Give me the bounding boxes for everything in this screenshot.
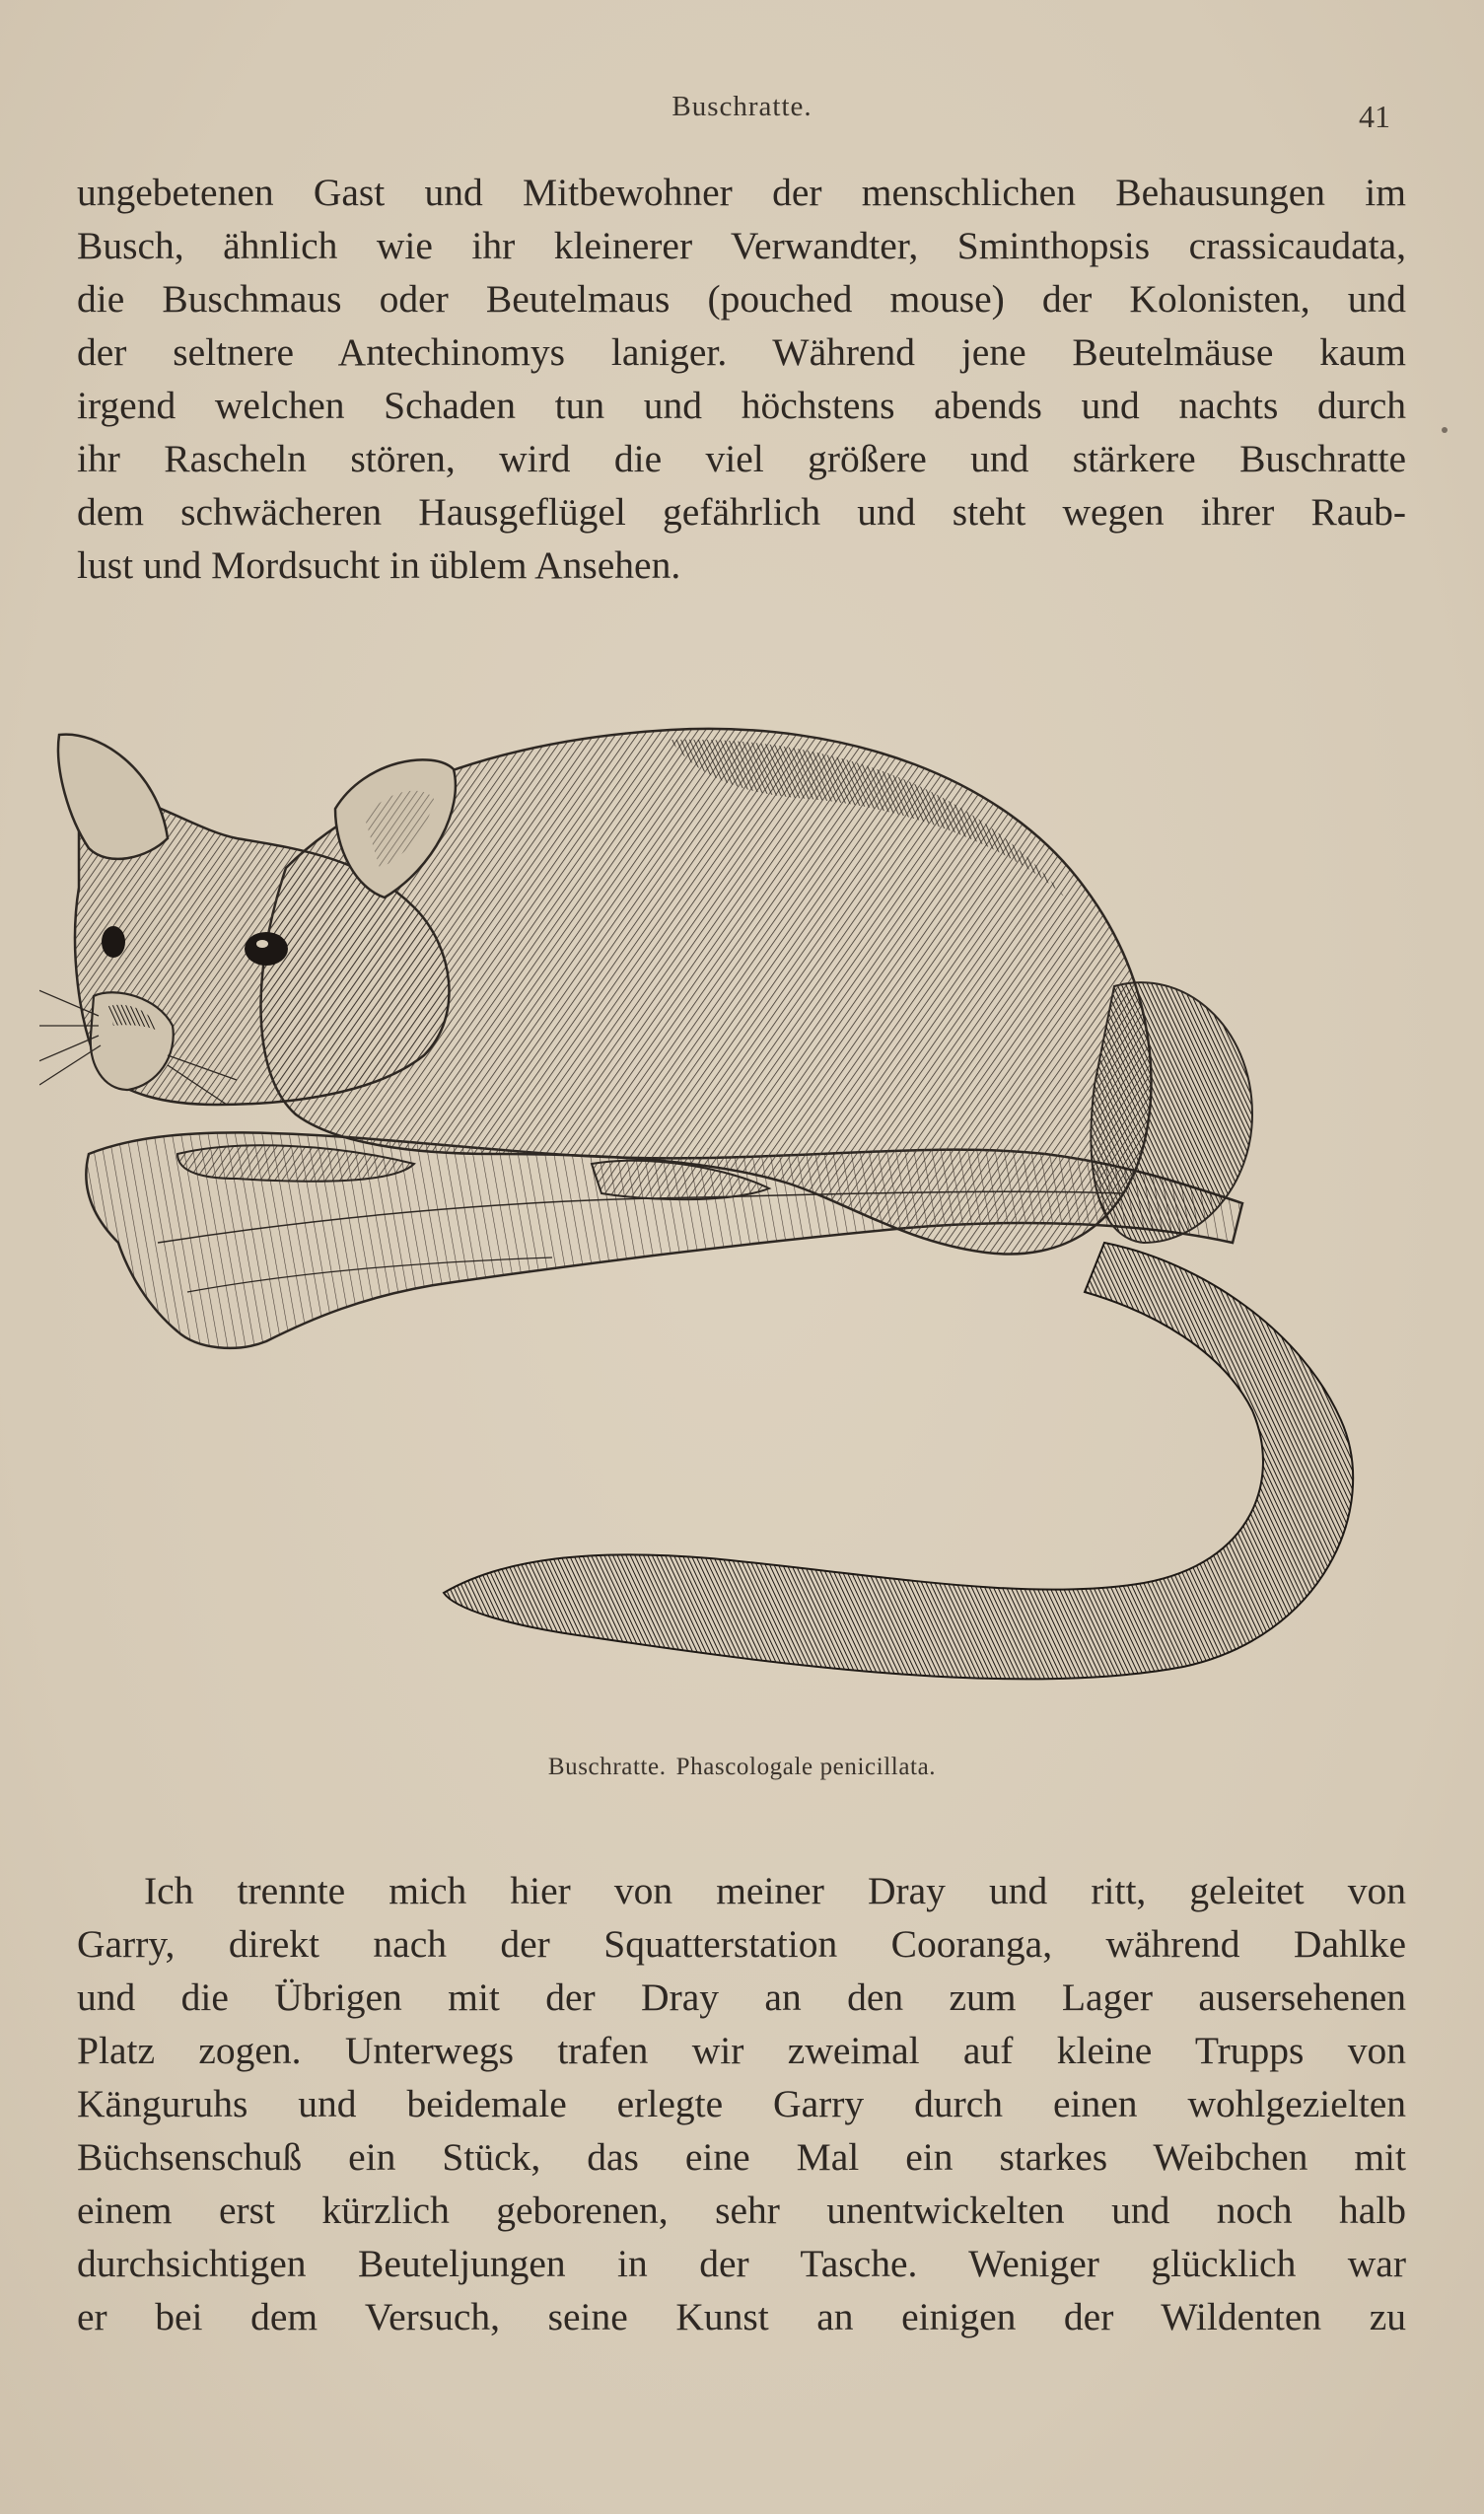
- text-line: einem erst kürzlich geborenen, sehr unentwickelten und noch halb: [77, 2189, 1406, 2232]
- caption-species-name: Phascologale penicillata.: [675, 1754, 937, 1780]
- page-number: 41: [1359, 99, 1390, 134]
- text-line: Platz zogen. Unterwegs trafen wir zweimal auf kleine Trupps von: [77, 2029, 1406, 2072]
- text-line: dem schwächeren Hausgeflügel gefährlich und steht wegen ihrer Raub-: [77, 490, 1406, 534]
- text-line: durchsichtigen Beuteljungen in der Tasche. Weniger glücklich war: [77, 2242, 1406, 2285]
- text-line: Känguruhs und beidemale erlegte Garry durch einen wohlgezielten: [77, 2082, 1406, 2125]
- text-line: ihr Rascheln stören, wird die viel größere und stärkere Buschratte: [77, 437, 1406, 480]
- paragraph-top: [77, 166, 1406, 592]
- tail-drawing: [444, 1243, 1353, 1679]
- caption-common-name: Buschratte.: [547, 1754, 667, 1780]
- text-line: lust und Mordsucht in üblem Ansehen.: [77, 543, 681, 587]
- running-head: Buschratte.: [671, 91, 813, 122]
- text-line: und die Übrigen mit der Dray an den zum Lager ausersehenen: [77, 1975, 1406, 2019]
- text-line: die Buschmaus oder Beutelmaus (pouched mouse) der Kolonisten, und: [77, 277, 1406, 321]
- text-line: er bei dem Versuch, seine Kunst an einigen der Wildenten zu: [77, 2295, 1406, 2338]
- text-line: Büchsenschuß ein Stück, das eine Mal ein starkes Weibchen mit: [77, 2135, 1406, 2179]
- figure-caption: [0, 1754, 1484, 1781]
- text-line: Ich trennte mich hier von meiner Dray und ritt, geleitet von: [144, 1869, 1406, 1912]
- text-line: irgend welchen Schaden tun und höchstens abends und nachts durch: [77, 384, 1406, 427]
- text-line: ungebetenen Gast und Mitbewohner der menschlichen Behausungen im: [77, 171, 1406, 214]
- text-line: der seltnere Antechinomys laniger. Während jene Beutelmäuse kaum: [77, 330, 1406, 374]
- paper-speck: [1442, 427, 1448, 433]
- bush-rat-illustration: [39, 690, 1449, 1726]
- text-line: Busch, ähnlich wie ihr kleinerer Verwandter, Sminthopsis crassicaudata,: [77, 224, 1406, 267]
- paragraph-bottom: [77, 1864, 1406, 2343]
- text-line: Garry, direkt nach der Squatterstation Cooranga, während Dahlke: [77, 1922, 1406, 1966]
